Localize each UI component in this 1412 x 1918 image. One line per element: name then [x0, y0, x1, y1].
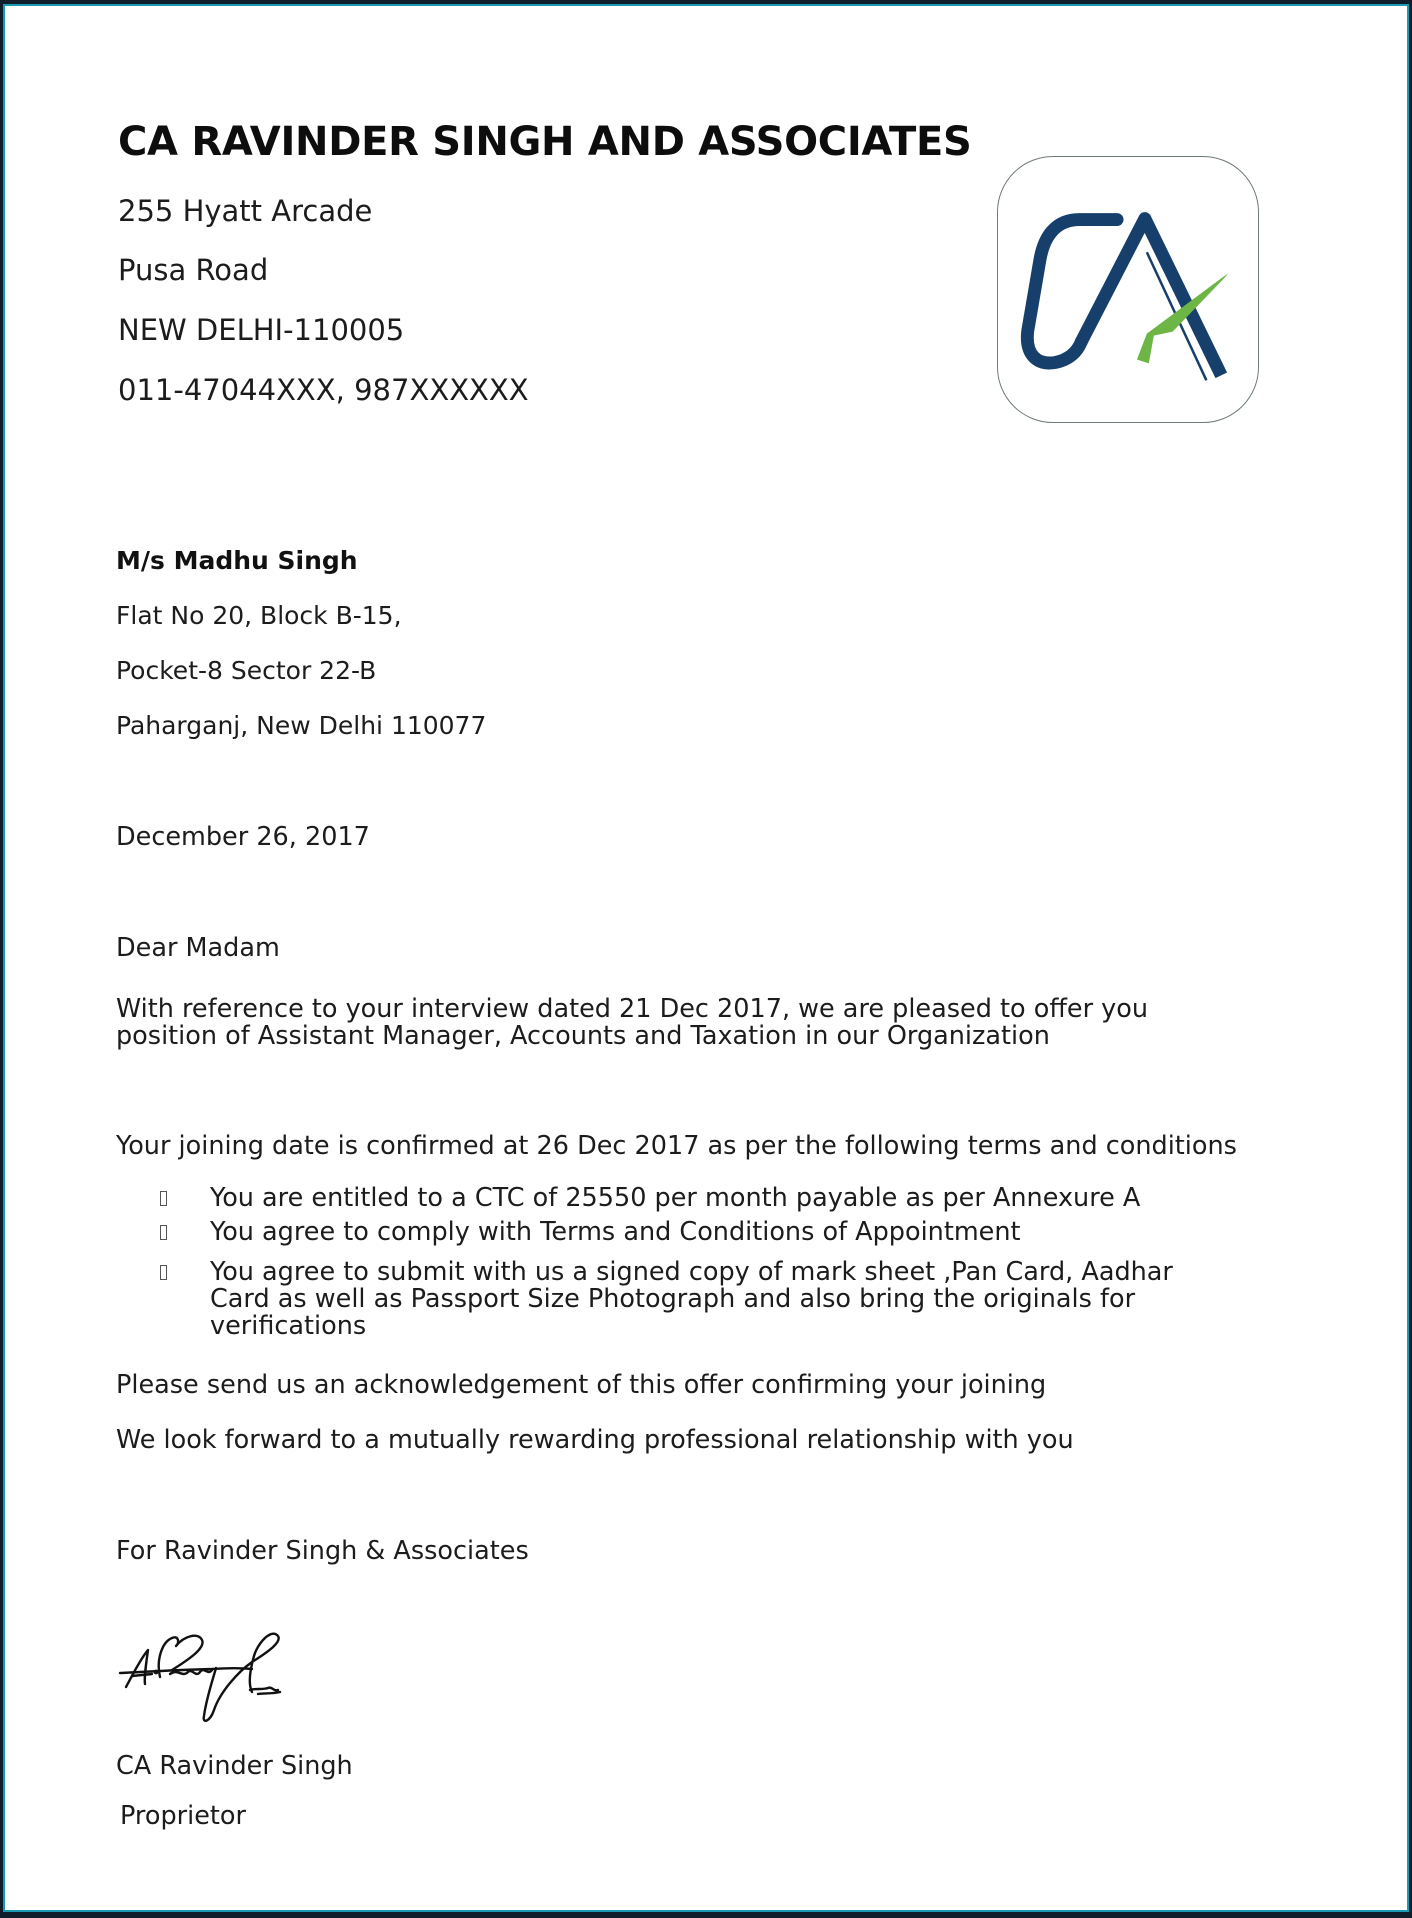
recipient-name: M/s Madhu Singh	[116, 546, 358, 575]
term-text-line-2: Card as well as Passport Size Photograph and also bring the originals for	[210, 1284, 1136, 1314]
signoff-for-line: For Ravinder Singh & Associates	[116, 1536, 529, 1566]
signatory-title: Proprietor	[120, 1801, 246, 1831]
handwritten-signature-icon	[112, 1612, 312, 1727]
firm-name-heading: CA RAVINDER SINGH AND ASSOCIATES	[118, 119, 972, 165]
letter-date: December 26, 2017	[116, 822, 370, 852]
sender-address-line-3: NEW DELHI-110005	[118, 313, 405, 347]
recipient-address-line-2: Pocket-8 Sector 22-B	[116, 656, 377, 685]
sender-address-line-2: Pusa Road	[118, 253, 269, 287]
sender-address-line-1: 255 Hyatt Arcade	[118, 194, 373, 228]
acknowledgement-line: Please send us an acknowledgement of this offer confirming your joining	[116, 1370, 1047, 1400]
terms-list	[160, 1185, 1300, 1340]
missing-glyph-bullet-icon	[160, 1265, 167, 1280]
closing-remark-line: We look forward to a mutually rewarding professional relationship with you	[116, 1425, 1074, 1455]
sender-phone-line: 011-47044XXX, 987XXXXXX	[118, 373, 529, 407]
missing-glyph-bullet-icon	[160, 1191, 167, 1206]
recipient-address-line-3: Paharganj, New Delhi 110077	[116, 711, 487, 740]
intro-line-1: With reference to your interview dated 21 Dec 2017, we are pleased to offer you	[116, 994, 1149, 1024]
term-text-line-3: verifications	[210, 1311, 367, 1341]
term-item-documents	[160, 1259, 1300, 1340]
missing-glyph-bullet-icon	[160, 1225, 167, 1240]
term-text: You agree to comply with Terms and Conditions of Appointment	[210, 1217, 1021, 1247]
term-item-ctc	[160, 1185, 1300, 1212]
salutation: Dear Madam	[116, 933, 280, 963]
term-item-comply	[160, 1219, 1300, 1246]
recipient-address-line-1: Flat No 20, Block B-15,	[116, 601, 402, 630]
intro-paragraph	[116, 996, 1148, 1050]
term-text: You are entitled to a CTC of 25550 per month payable as per Annexure A	[210, 1183, 1141, 1213]
ca-logo-icon	[997, 156, 1259, 423]
intro-line-2: position of Assistant Manager, Accounts and Taxation in our Organization	[116, 1021, 1050, 1051]
term-text-line-1: You agree to submit with us a signed copy of mark sheet ,Pan Card, Aadhar	[210, 1257, 1173, 1287]
joining-date-line: Your joining date is confirmed at 26 Dec 2017 as per the following terms and conditions	[116, 1131, 1237, 1161]
signatory-name: CA Ravinder Singh	[116, 1751, 353, 1781]
